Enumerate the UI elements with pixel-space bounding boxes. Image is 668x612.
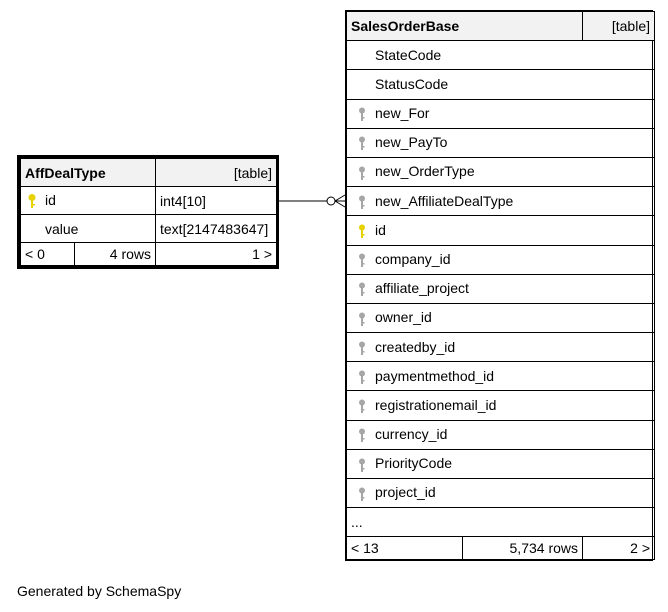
column-name-cell — [347, 303, 655, 332]
column-name: PriorityCode — [375, 455, 453, 472]
column-name: StateCode — [375, 47, 442, 64]
row-count: 5,734 rows — [463, 537, 583, 560]
column-name: id — [45, 191, 56, 208]
column-row[interactable] — [347, 41, 655, 70]
parents-count[interactable]: 1 > — [156, 243, 277, 266]
more-columns: ... — [347, 508, 655, 537]
column-name-cell — [347, 216, 655, 245]
column-name: paymentmethod_id — [375, 367, 495, 384]
column-name-cell — [347, 362, 655, 391]
table-name[interactable]: AffDealType — [21, 159, 156, 187]
column-name-cell — [21, 187, 156, 215]
column-row[interactable] — [21, 187, 277, 215]
column-row[interactable] — [347, 128, 655, 157]
more-columns-row — [347, 508, 655, 537]
column-row[interactable] — [347, 479, 655, 508]
column-row[interactable] — [347, 157, 655, 186]
column-row[interactable] — [347, 187, 655, 216]
column-row[interactable] — [347, 274, 655, 303]
column-name: company_id — [375, 250, 451, 267]
column-name: affiliate_project — [375, 280, 469, 297]
optional-circle-marker — [327, 197, 335, 205]
column-name-cell — [347, 449, 655, 478]
parents-count[interactable]: 2 > — [583, 537, 655, 560]
column-name-cell — [347, 70, 655, 99]
column-name: StatusCode — [375, 76, 449, 93]
column-name: id — [375, 221, 386, 238]
foreign-key-icon — [355, 369, 369, 385]
foreign-key-icon — [355, 165, 369, 181]
column-type: text[2147483647] — [156, 215, 277, 243]
column-name: new_AffiliateDealType — [375, 192, 514, 209]
column-row[interactable] — [21, 215, 277, 243]
column-name: new_For — [375, 105, 430, 121]
column-name-cell — [21, 215, 156, 243]
table-footer — [347, 537, 655, 560]
column-name-cell — [347, 420, 655, 449]
column-name-cell — [347, 245, 655, 274]
column-name: owner_id — [375, 309, 432, 326]
row-count: 4 rows — [75, 243, 156, 266]
generated-by-label: Generated by SchemaSpy — [17, 583, 182, 599]
column-name: registrationemail_id — [375, 396, 497, 413]
column-name: currency_id — [375, 426, 448, 443]
column-row[interactable] — [347, 245, 655, 274]
foreign-key-icon — [355, 194, 369, 210]
foreign-key-icon — [355, 427, 369, 443]
column-row[interactable] — [347, 99, 655, 128]
foreign-key-icon — [355, 457, 369, 473]
crowfoot-marker-lower — [335, 201, 345, 207]
column-name: new_OrderType — [375, 163, 475, 180]
children-count[interactable]: < 0 — [21, 243, 75, 266]
column-name-cell — [347, 391, 655, 420]
primary-key-icon — [25, 193, 39, 209]
column-row[interactable] — [347, 420, 655, 449]
foreign-key-icon — [355, 311, 369, 327]
table-header[interactable] — [21, 159, 277, 187]
column-name-cell — [347, 187, 655, 216]
column-name-cell — [347, 274, 655, 303]
column-name: project_id — [375, 484, 436, 501]
table-affdealtype[interactable] — [17, 155, 279, 269]
column-row[interactable] — [347, 362, 655, 391]
column-row[interactable] — [347, 449, 655, 478]
children-count[interactable]: < 13 — [347, 537, 463, 560]
table-kind: [table] — [583, 12, 655, 41]
column-name-cell — [347, 333, 655, 362]
column-name: value — [45, 220, 79, 237]
column-row[interactable] — [347, 70, 655, 99]
foreign-key-icon — [355, 398, 369, 414]
table-header[interactable] — [347, 12, 655, 41]
column-row[interactable] — [347, 303, 655, 332]
crowfoot-marker-upper — [335, 195, 345, 201]
table-kind: [table] — [156, 159, 277, 187]
column-row[interactable] — [347, 333, 655, 362]
column-name: createdby_id — [375, 338, 456, 355]
table-name[interactable]: SalesOrderBase — [347, 12, 583, 41]
column-name-cell — [347, 479, 655, 508]
foreign-key-icon — [355, 106, 369, 122]
foreign-key-icon — [355, 340, 369, 356]
column-type: int4[10] — [156, 187, 277, 215]
column-row[interactable] — [347, 391, 655, 420]
column-name-cell — [347, 128, 655, 157]
table-salesorderbase[interactable] — [345, 10, 653, 561]
column-name-cell — [347, 41, 655, 70]
column-name: new_PayTo — [375, 134, 448, 151]
foreign-key-icon — [355, 281, 369, 297]
primary-key-icon — [355, 223, 369, 239]
column-row[interactable] — [347, 216, 655, 245]
column-name-cell — [347, 99, 655, 128]
foreign-key-icon — [355, 486, 369, 502]
foreign-key-icon — [355, 135, 369, 151]
foreign-key-icon — [355, 252, 369, 268]
column-name-cell — [347, 157, 655, 186]
table-footer — [21, 243, 277, 266]
